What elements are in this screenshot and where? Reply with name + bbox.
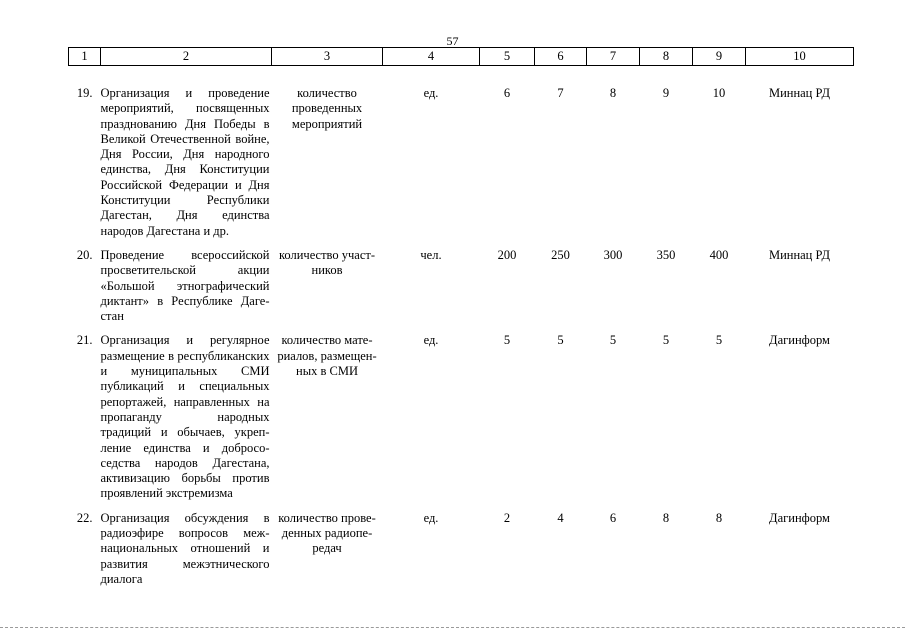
activity-name: Проведение всероссийской просветительской акции «Большой этнографический диктант» в Республике Дагестан xyxy=(100,247,270,324)
value-col-9: 400 xyxy=(709,247,729,262)
row-number: 22. xyxy=(76,510,93,525)
column-header-1: 1 xyxy=(69,48,101,66)
value-col-8: 8 xyxy=(662,510,670,525)
value-col-5: 5 xyxy=(503,333,511,348)
activity-name: Организация обсуждения в радиоэфире вопросов межнациональных отношений и развития межэтнического диалога xyxy=(100,510,270,586)
column-header-2: 2 xyxy=(101,48,272,66)
value-col-5: 2 xyxy=(503,510,511,525)
program-table-container xyxy=(68,47,853,587)
value-col-5: 200 xyxy=(497,247,517,262)
executor: Миннац РД xyxy=(768,247,831,262)
table-row xyxy=(69,239,854,324)
activity-name: Организация и регулярное размещение в республиканских и муниципальных СМИ публикаций и специальных репортажей, направленных на пропаганду народных традиций и обычаев, укрепление единства и добрососедства народов Дагестана, активизацию борьбы против проявлений экстремизма xyxy=(100,333,270,501)
row-number: 19. xyxy=(76,86,93,100)
value-col-8: 5 xyxy=(662,333,670,348)
value-col-9: 10 xyxy=(712,86,726,100)
table-row xyxy=(69,502,854,587)
indicator-name: количество проведенных мероприятий xyxy=(291,86,363,131)
value-col-6: 7 xyxy=(557,86,564,100)
executor: Дагинформ xyxy=(769,333,830,348)
page-number: 57 xyxy=(446,34,459,48)
program-table xyxy=(68,47,854,587)
value-col-6: 4 xyxy=(557,510,564,525)
value-col-9: 5 xyxy=(715,333,723,348)
indicator-name: количество материалов, размещенных в СМИ xyxy=(277,333,377,379)
value-col-7: 8 xyxy=(609,86,617,100)
value-col-7: 300 xyxy=(603,247,623,262)
executor: Дагинформ xyxy=(769,510,830,525)
value-col-7: 6 xyxy=(609,510,617,525)
value-col-5: 6 xyxy=(503,86,511,100)
value-col-8: 350 xyxy=(656,247,676,262)
value-col-6: 250 xyxy=(551,247,570,262)
column-header-8: 8 xyxy=(640,48,693,66)
column-header-4: 4 xyxy=(383,48,480,66)
value-col-8: 9 xyxy=(662,86,670,100)
column-header-7: 7 xyxy=(587,48,640,66)
unit: ед. xyxy=(423,333,439,348)
unit: чел. xyxy=(420,247,442,262)
column-header-9: 9 xyxy=(693,48,746,66)
column-header-5: 5 xyxy=(480,48,535,66)
activity-name: Организация и проведение мероприятий, посвященных празднованию Дня Победы в Великой Отечественной войне, Дня России, Дня народного единства, Дня Конституции Российской Федерации и Дня Конституции Республики Дагестан, Дня единства народов Дагестана и др. xyxy=(100,86,270,238)
row-number: 21. xyxy=(76,333,93,348)
indicator-name: количество участников xyxy=(278,247,376,278)
row-number: 20. xyxy=(76,247,93,262)
value-col-6: 5 xyxy=(557,333,564,348)
unit: ед. xyxy=(423,510,439,525)
column-header-3: 3 xyxy=(272,48,383,66)
unit: ед. xyxy=(423,86,439,100)
table-row xyxy=(69,324,854,501)
column-header-10: 10 xyxy=(746,48,854,66)
indicator-name: количество проведенных радиопередач xyxy=(278,510,376,556)
table-row xyxy=(69,66,854,239)
executor: Миннац РД xyxy=(768,86,831,100)
column-number-row xyxy=(69,48,854,66)
value-col-9: 8 xyxy=(715,510,723,525)
value-col-7: 5 xyxy=(609,333,617,348)
bottom-scan-edge-divider xyxy=(0,627,905,628)
column-header-6: 6 xyxy=(535,48,587,66)
